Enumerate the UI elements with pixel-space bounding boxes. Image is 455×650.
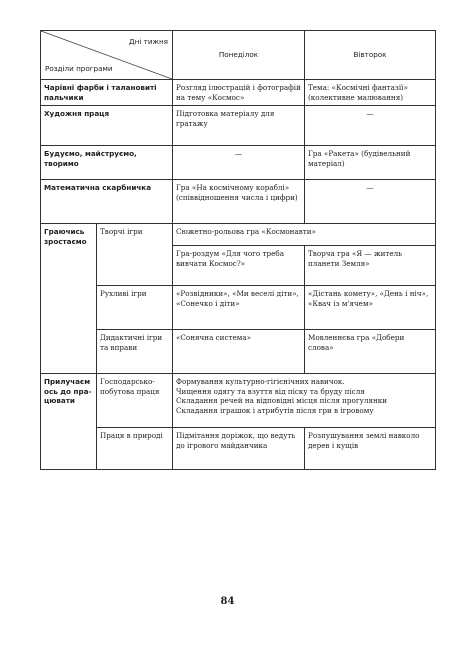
tuesday-cell: — <box>305 180 436 224</box>
subsection-label: Рухливі ігри <box>97 286 173 330</box>
tuesday-cell: — <box>305 106 436 146</box>
subsection-label: Господарсько-побутова праця <box>97 374 173 428</box>
table-row <box>41 180 436 224</box>
section-label: Чарівні фарби і талановиті пальчики <box>41 80 173 106</box>
section-label: Математична скарбничка <box>41 180 173 224</box>
group-label-labor: Прилучаємось до працювати <box>41 374 97 470</box>
tuesday-cell: Тема: «Космічні фантазії» (колективне малювання) <box>305 80 436 106</box>
subsection-label: Творчі ігри <box>97 224 173 286</box>
sections-label: Розділи програми <box>45 64 113 74</box>
span-cell: Сюжетно-рольова гра «Космонавти» <box>173 224 436 246</box>
text-line: Складання речей на відповідні місця після прогулянки <box>176 396 388 405</box>
tuesday-header: Вівторок <box>305 31 436 80</box>
days-label: Дні тижня <box>129 37 168 46</box>
monday-cell: Гра «На космічному кораблі» (співвідношення числа і цифри) <box>173 180 305 224</box>
monday-cell: «Сонячна система» <box>173 330 305 374</box>
subsection-label: Праця в природі <box>97 428 173 470</box>
monday-cell: — <box>173 146 305 180</box>
monday-cell: Підмітання доріжок, що ведуть до ігрового майданчика <box>173 428 305 470</box>
table-row <box>41 330 436 374</box>
table-row <box>41 80 436 106</box>
table-row <box>41 374 436 428</box>
page-number: 84 <box>220 596 235 607</box>
table-header-row <box>41 31 436 80</box>
tuesday-cell: Розпушування землі навколо дерев і кущів <box>305 428 436 470</box>
monday-cell: Розгляд ілюстрацій і фотографій на тему «Космос» <box>173 80 305 106</box>
tuesday-cell: Гра «Ракета» (будівельний матеріал) <box>305 146 436 180</box>
table-row <box>41 224 436 246</box>
table-row <box>41 286 436 330</box>
subsection-label: Дидактичні ігри та вправи <box>97 330 173 374</box>
monday-cell: Гра-роздум «Для чого треба вивчати Космос?» <box>173 246 305 286</box>
table-row <box>41 146 436 180</box>
group-label-play: Граючись зростаємо <box>41 224 97 374</box>
weekly-plan-table <box>40 30 436 470</box>
table-row <box>41 428 436 470</box>
text-line: Чищення одягу та взуття від піску та бруду після <box>176 386 365 396</box>
tuesday-cell: «Дістань комету», «День і ніч», «Квач із м'ячем» <box>305 286 436 330</box>
text-line: Формування культурно-гігієнічних навичок. <box>176 377 345 386</box>
table-row <box>41 106 436 146</box>
section-label: Будуємо, майструємо, творимо <box>41 146 173 180</box>
span-cell <box>173 374 436 428</box>
diagonal-header-cell <box>41 31 173 80</box>
monday-cell: Підготовка матеріалу для гратажу <box>173 106 305 146</box>
tuesday-cell: Творча гра «Я — житель планети Земля» <box>305 246 436 286</box>
monday-cell: «Розвідники», «Ми веселі діти», «Сонечко і діти» <box>173 286 305 330</box>
tuesday-cell: Мовленнєва гра «Добери слова» <box>305 330 436 374</box>
text-line: Складання іграшок і атрибутів після гри в ігровому <box>176 405 374 415</box>
monday-header: Понеділок <box>173 31 305 80</box>
section-label: Художня праця <box>41 106 173 146</box>
